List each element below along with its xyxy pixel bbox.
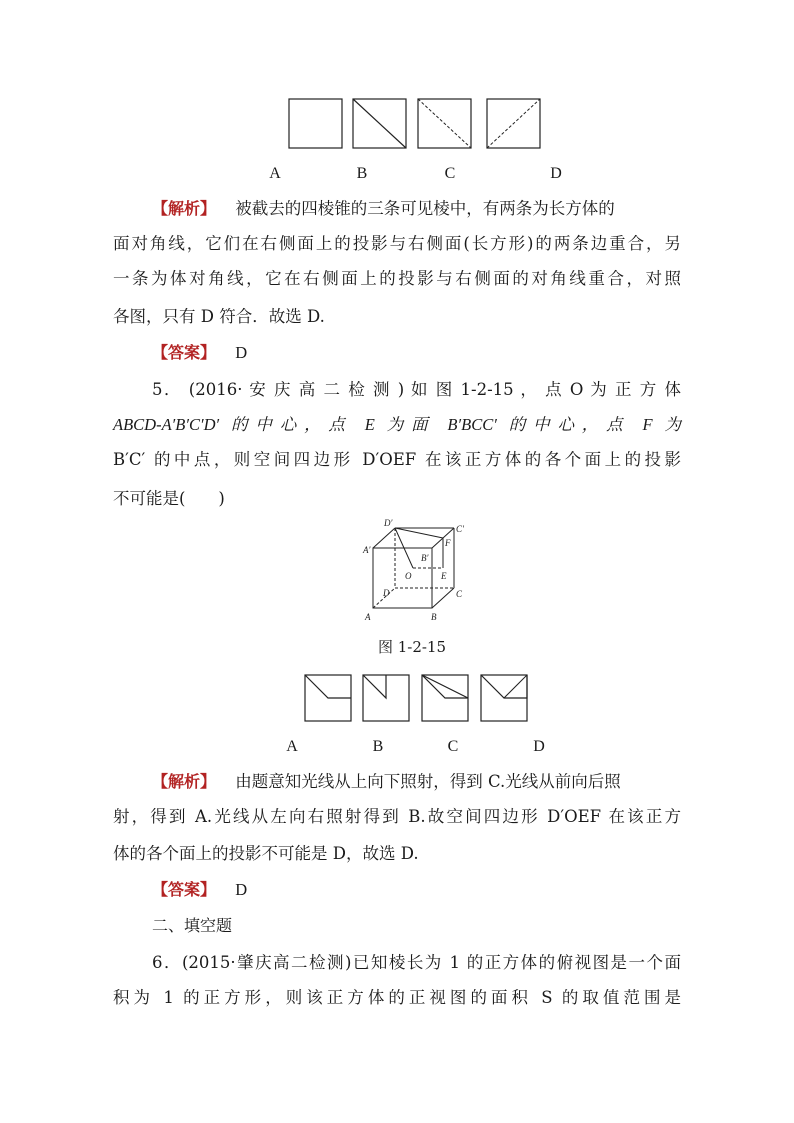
q5-option-d-square [481,675,527,721]
label-o: O [405,571,412,581]
q5-analysis-text-1: 由题意知光线从上向下照射，得到 C.光线从前向后照 [235,772,621,791]
section-heading: 二、填空题 [152,916,233,935]
q5-option-label-b: B [372,738,384,755]
label-a: A [365,612,371,622]
q4-option-label-b: B [356,165,368,182]
label-d: D [383,588,390,598]
q5-option-b-square [363,675,409,721]
q4-analysis-tag: 【解析】 [152,199,217,218]
q4-option-label-c: C [444,165,456,182]
q5-analysis-line-3: 体的各个面上的投影不可能是 D，故选 D. [113,844,419,863]
q5-stem-line-1: 5． (2016· 安 庆 高 二 检 测 ) 如 图 1-2-15 ， 点 O 为 正 方 体 [152,380,681,399]
q4-analysis-line-2: 面对角线，它们在右侧面上的投影与右侧面(长方形)的两条边重合，另 [113,234,681,253]
q5-option-label-d: D [533,738,545,755]
q5-stem-line-4: 不可能是( ) [113,489,225,508]
q4-analysis-text-1: 被截去的四棱锥的三条可见棱中，有两条为长方体的 [235,199,615,218]
q5-option-a-square [305,675,351,721]
q5-option-c-square [422,675,468,721]
q5-answer-value: D [235,880,248,899]
label-e: E [441,571,447,581]
label-a-prime: A′ [363,545,371,555]
q5-stem-line-3: B′C′ 的中点，则空间四边形 D′OEF 在该正方体的各个面上的投影 [113,450,681,469]
label-c: C [456,589,463,599]
q4-option-label-d: D [550,165,562,182]
label-d-prime: D′ [384,518,393,528]
q6-stem-line-2: 积为 1 的正方形，则该正方体的正视图的面积 S 的取值范围是 [113,988,681,1007]
q4-analysis-line-3: 一条为体对角线，它在右侧面上的投影与右侧面的对角线重合，对照 [113,269,681,288]
label-b-prime: B′ [421,553,429,563]
q5-stem-line-2: ABCD-A′B′C′D′ 的中心，点 E 为面 B′BCC′ 的中心，点 F 为 [113,415,681,434]
label-f: F [445,538,451,548]
q5-figure-caption: 图 1-2-15 [378,638,447,656]
q6-stem-line-1: 6．(2015·肇庆高二检测)已知棱长为 1 的正方体的俯视图是一个面 [152,953,681,972]
label-b: B [431,612,437,622]
label-c-prime: C′ [456,524,464,534]
q4-answer-tag: 【答案】 [152,343,217,362]
q5-answer-tag: 【答案】 [152,880,217,899]
q5-answer [152,878,681,902]
q5-analysis-line-2: 射，得到 A.光线从左向右照射得到 B.故空间四边形 D′OEF 在该正方 [113,807,681,826]
q5-option-label-c: C [447,738,459,755]
q4-option-label-a: A [269,165,281,182]
q5-analysis-tag: 【解析】 [152,772,217,791]
q5-analysis-line-1 [152,770,681,794]
q4-analysis-line-4: 各图，只有 D 符合．故选 D. [113,307,325,326]
q5-option-label-a: A [286,738,298,755]
q4-answer-value: D [235,343,248,362]
